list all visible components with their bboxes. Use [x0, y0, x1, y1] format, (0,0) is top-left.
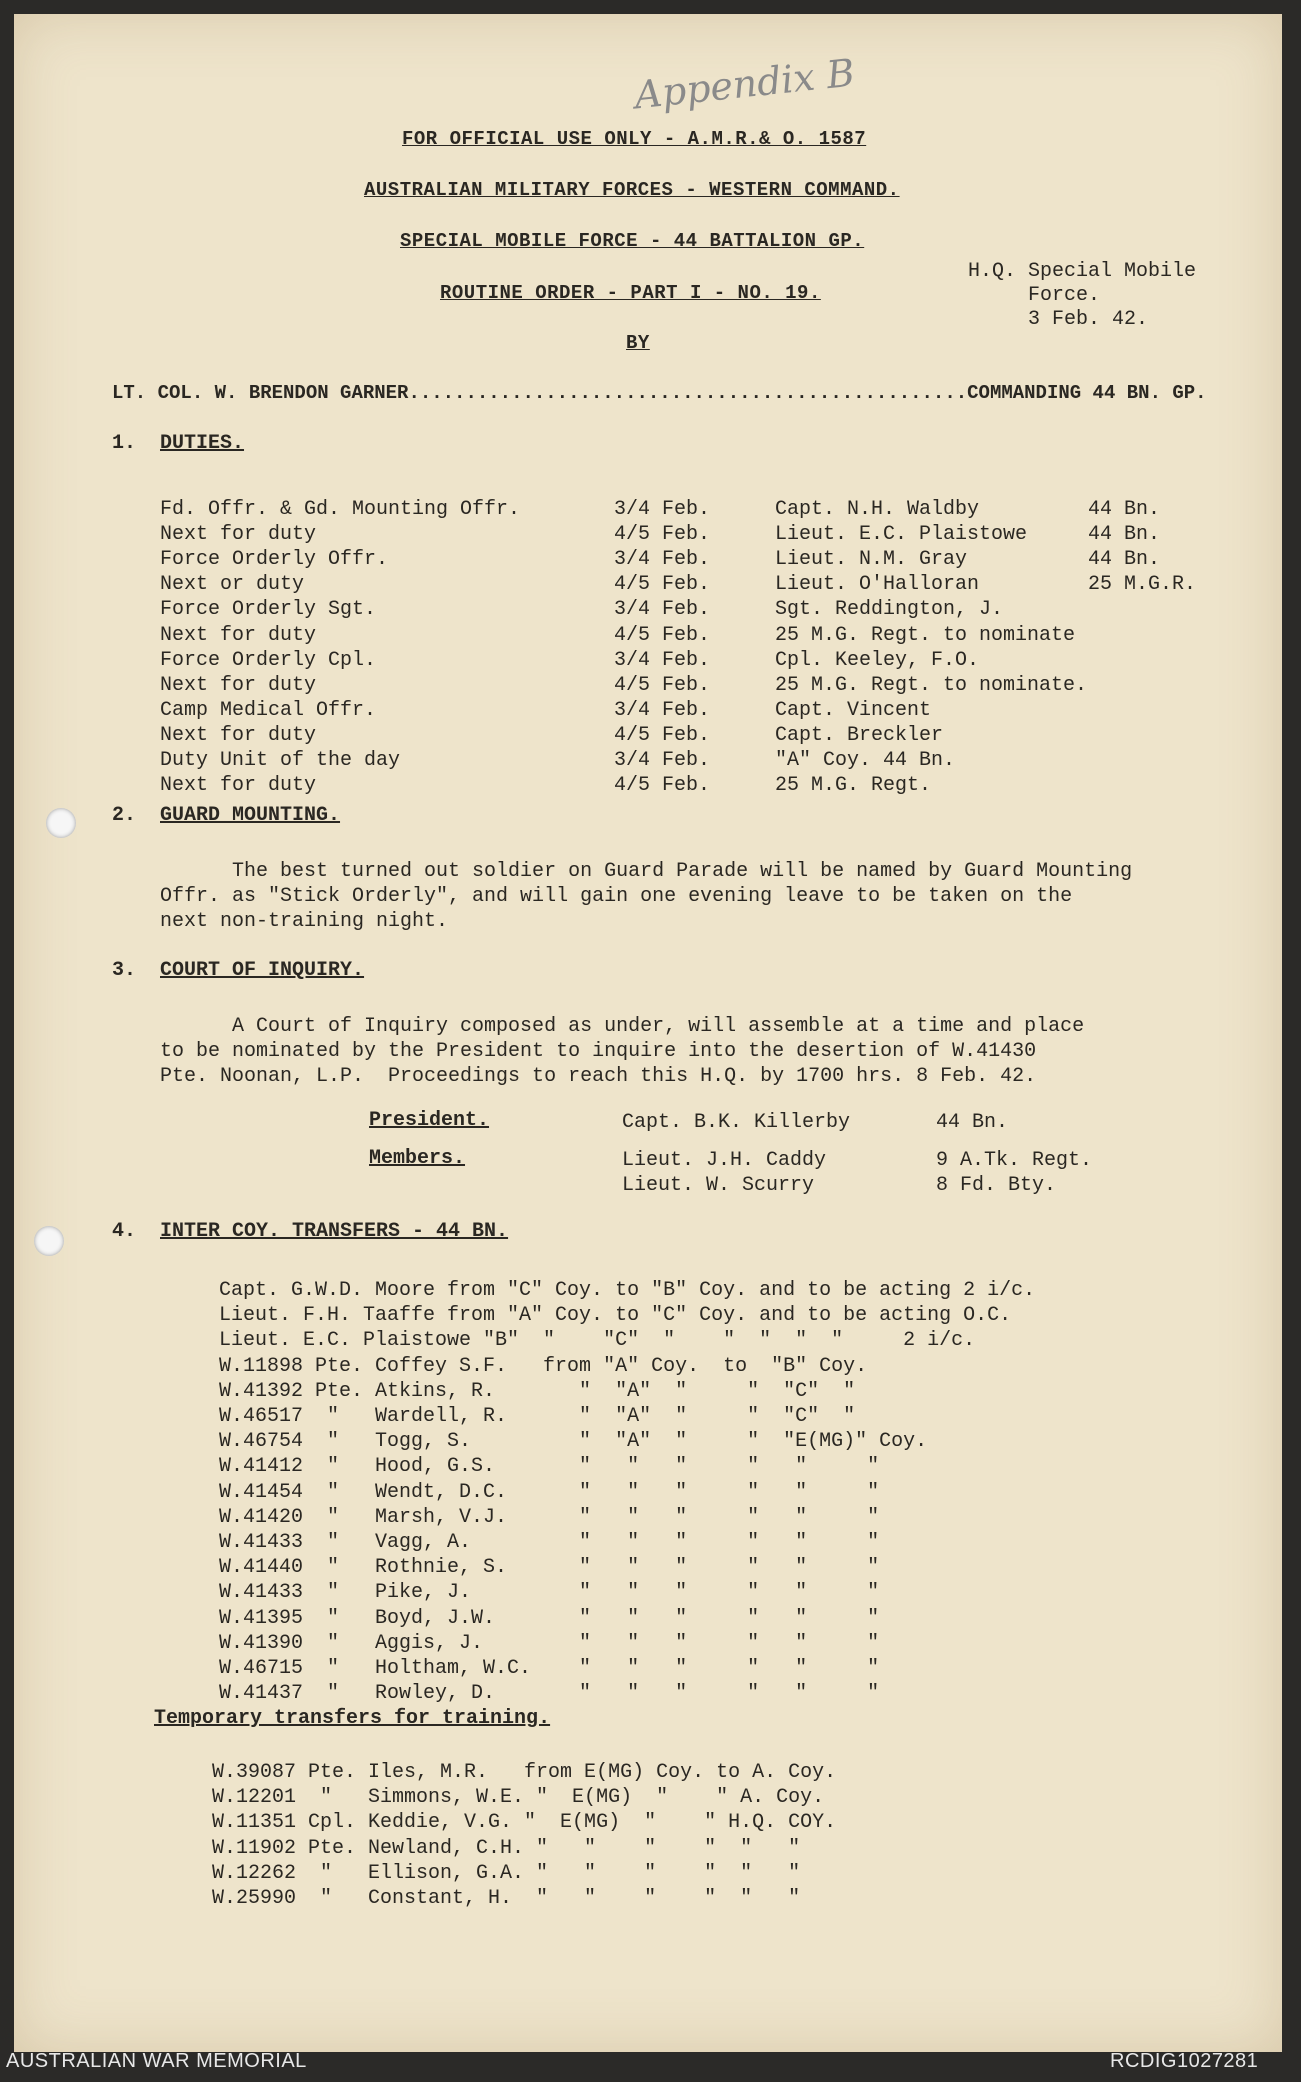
transfer-line: W.46715 " Holtham, W.C. " " " " " " [219, 1657, 880, 1680]
temporary-transfers-title: Temporary transfers for training. [154, 1707, 551, 1730]
president-label: President. [369, 1109, 490, 1132]
duty-date: 3/4 Feb. [614, 598, 711, 621]
duty-duty: Next for duty [160, 624, 317, 647]
document-page [14, 14, 1282, 2052]
transfer-line: W.41390 " Aggis, J. " " " " " " [219, 1632, 880, 1655]
duty-duty: Camp Medical Offr. [160, 699, 377, 722]
duty-unit: 44 Bn. [1088, 548, 1161, 571]
duty-unit: 44 Bn. [1088, 498, 1161, 521]
duty-name: "A" Coy. 44 Bn. [775, 749, 956, 772]
duty-date: 4/5 Feb. [614, 774, 711, 797]
transfer-line: W.41433 " Pike, J. " " " " " " [219, 1581, 880, 1604]
transfer-line: W.41412 " Hood, G.S. " " " " " " [219, 1455, 880, 1478]
transfer-line: W.41433 " Vagg, A. " " " " " " [219, 1531, 880, 1554]
duty-name: 25 M.G. Regt. [775, 774, 932, 797]
transfer-line: Lieut. E.C. Plaistowe "B" " "C" " " " " " 2 i/c. [219, 1329, 976, 1352]
handwritten-annotation: Appendix B [632, 50, 857, 118]
header-line-4: ROUTINE ORDER - PART I - NO. 19. [440, 282, 821, 304]
duty-date: 4/5 Feb. [614, 674, 711, 697]
guard-mounting-text: The best turned out soldier on Guard Parade will be named by Guard Mounting Offr. as "Stick Orderly", and will gain one evening leave to be taken on the next non-training night. [160, 860, 1133, 933]
section-4-number: 4. [112, 1220, 137, 1243]
duty-duty: Force Orderly Cpl. [160, 649, 377, 672]
duty-name: Lieut. E.C. Plaistowe [775, 523, 1028, 546]
duty-duty: Duty Unit of the day [160, 749, 401, 772]
temporary-transfer-line: W.12201 " Simmons, W.E. " E(MG) " " A. Coy. [212, 1786, 825, 1809]
duty-name: Capt. Vincent [775, 699, 932, 722]
section-2-number: 2. [112, 804, 137, 827]
section-2-title: GUARD MOUNTING. [160, 804, 341, 827]
member-1-unit: 9 A.Tk. Regt. [936, 1149, 1093, 1172]
duty-duty: Next or duty [160, 573, 305, 596]
temporary-transfer-line: W.11351 Cpl. Keddie, V.G. " E(MG) " " H.Q. COY. [212, 1811, 837, 1834]
temporary-transfer-line: W.12262 " Ellison, G.A. " " " " " " [212, 1862, 801, 1885]
transfer-line: W.41395 " Boyd, J.W. " " " " " " [219, 1607, 880, 1630]
header-line-1: FOR OFFICIAL USE ONLY - A.M.R.& O. 1587 [402, 128, 867, 150]
duty-name: 25 M.G. Regt. to nominate [775, 624, 1076, 647]
duty-date: 3/4 Feb. [614, 749, 711, 772]
members-label: Members. [369, 1147, 466, 1170]
duty-date: 3/4 Feb. [614, 548, 711, 571]
member-1-name: Lieut. J.H. Caddy [622, 1149, 827, 1172]
footer-reference: RCDIG1027281 [1110, 2050, 1259, 2072]
transfer-line: Lieut. F.H. Taaffe from "A" Coy. to "C" Coy. and to be acting O.C. [219, 1304, 1012, 1327]
transfer-line: W.11898 Pte. Coffey S.F. from "A" Coy. to "B" Coy. [219, 1355, 868, 1378]
transfer-line: W.41420 " Marsh, V.J. " " " " " " [219, 1506, 880, 1529]
duty-date: 3/4 Feb. [614, 498, 711, 521]
duty-date: 4/5 Feb. [614, 624, 711, 647]
transfer-line: W.41437 " Rowley, D. " " " " " " [219, 1682, 880, 1705]
transfer-line: W.41454 " Wendt, D.C. " " " " " " [219, 1481, 880, 1504]
duty-date: 4/5 Feb. [614, 523, 711, 546]
transfer-line: W.46517 " Wardell, R. " "A" " " "C" " [219, 1405, 856, 1428]
duty-duty: Fd. Offr. & Gd. Mounting Offr. [160, 498, 521, 521]
header-line-2: AUSTRALIAN MILITARY FORCES - WESTERN COMMAND. [364, 179, 900, 201]
president-unit: 44 Bn. [936, 1111, 1009, 1134]
punch-hole [34, 1226, 64, 1256]
transfer-line: W.41440 " Rothnie, S. " " " " " " [219, 1556, 880, 1579]
duty-date: 4/5 Feb. [614, 724, 711, 747]
duty-name: Capt. Breckler [775, 724, 944, 747]
header-line-3: SPECIAL MOBILE FORCE - 44 BATTALION GP. [400, 230, 865, 252]
duty-unit: 25 M.G.R. [1088, 573, 1197, 596]
member-2-unit: 8 Fd. Bty. [936, 1174, 1057, 1197]
court-of-inquiry-text: A Court of Inquiry composed as under, will assemble at a time and place to be nominated by the President to inquire into the desertion of W.41430 Pte. Noonan, L.P. Proceedings to reach this H.Q. by 1700 hrs. 8 Feb. 42. [160, 1015, 1085, 1088]
duty-date: 3/4 Feb. [614, 649, 711, 672]
temporary-transfer-line: W.11902 Pte. Newland, C.H. " " " " " " [212, 1837, 801, 1860]
duty-name: Sgt. Reddington, J. [775, 598, 1004, 621]
duty-name: 25 M.G. Regt. to nominate. [775, 674, 1088, 697]
member-2-name: Lieut. W. Scurry [622, 1174, 815, 1197]
punch-hole [46, 808, 76, 838]
transfer-line: W.46754 " Togg, S. " "A" " " "E(MG)" Coy. [219, 1430, 928, 1453]
temporary-transfer-line: W.39087 Pte. Iles, M.R. from E(MG) Coy. to A. Coy. [212, 1761, 837, 1784]
hq-date: 3 Feb. 42. [1028, 308, 1149, 331]
duty-date: 3/4 Feb. [614, 699, 711, 722]
transfer-line: Capt. G.W.D. Moore from "C" Coy. to "B" Coy. and to be acting 2 i/c. [219, 1279, 1036, 1302]
duty-date: 4/5 Feb. [614, 573, 711, 596]
duty-duty: Force Orderly Sgt. [160, 598, 377, 621]
header-by: BY [626, 332, 650, 354]
section-1-title: DUTIES. [160, 432, 245, 455]
transfer-line: W.41392 Pte. Atkins, R. " "A" " " "C" " [219, 1380, 856, 1403]
duty-name: Capt. N.H. Waldby [775, 498, 980, 521]
duty-duty: Next for duty [160, 523, 317, 546]
section-1-number: 1. [112, 432, 137, 455]
commanding-officer-line: LT. COL. W. BRENDON GARNER.................................................COMMANDING 44 BN. GP. [112, 382, 1207, 404]
hq-line-2: Force. [1028, 284, 1101, 307]
duty-name: Cpl. Keeley, F.O. [775, 649, 980, 672]
duty-unit: 44 Bn. [1088, 523, 1161, 546]
duty-duty: Next for duty [160, 774, 317, 797]
hq-line-1: H.Q. Special Mobile [968, 260, 1197, 283]
temporary-transfer-line: W.25990 " Constant, H. " " " " " " [212, 1887, 801, 1910]
duty-name: Lieut. N.M. Gray [775, 548, 968, 571]
section-3-title: COURT OF INQUIRY. [160, 959, 365, 982]
duty-name: Lieut. O'Halloran [775, 573, 980, 596]
duty-duty: Next for duty [160, 724, 317, 747]
footer-source: AUSTRALIAN WAR MEMORIAL [6, 2050, 307, 2072]
duty-duty: Next for duty [160, 674, 317, 697]
section-4-title: INTER COY. TRANSFERS - 44 BN. [160, 1220, 509, 1243]
duty-duty: Force Orderly Offr. [160, 548, 389, 571]
president-name: Capt. B.K. Killerby [622, 1111, 851, 1134]
section-3-number: 3. [112, 959, 137, 982]
